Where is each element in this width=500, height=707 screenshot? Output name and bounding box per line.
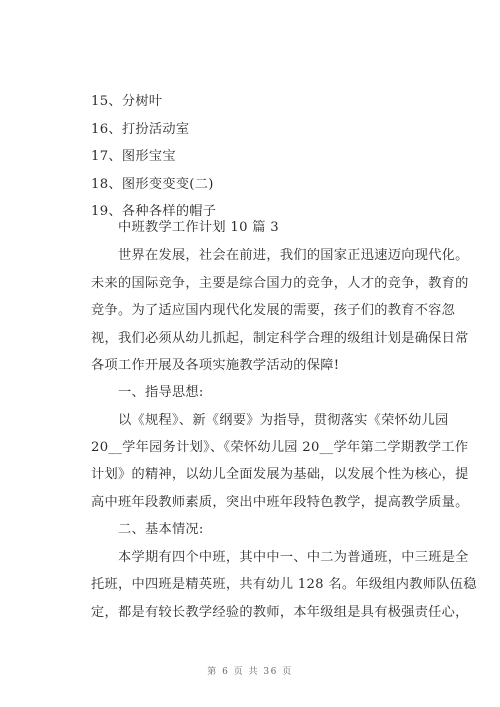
paragraph-line: 各项工作开展及各项实施教学活动的保障! [91, 358, 340, 373]
paragraph-line: 计划》的精神，以幼儿全面发展为基础，以发展个性为核心，提 [91, 467, 469, 482]
heading-guiding-thought: 一、指导思想: [118, 385, 204, 400]
paragraph-line: 世界在发展，社会在前进，我们的国家正迅速迈向现代化。 [118, 248, 469, 263]
paragraph-line: 未来的国际竞争，主要是综合国力的竞争，人才的竞争，教育的 [91, 276, 469, 291]
paragraph-line: 竞争。为了适应国内现代化发展的需要，孩子们的教育不容忽 [91, 303, 456, 318]
paragraph-line: 高中班年段教师素质，突出中班年段特色教学，提高教学质量。 [91, 495, 469, 510]
list-item: 19、各种各样的帽子 [91, 204, 217, 219]
list-item: 15、分树叶 [91, 94, 163, 109]
paragraph-line: 定，都是有较长教学经验的教师，本年级组是具有极强责任心， [91, 605, 469, 620]
list-item: 18、图形变变变(二) [91, 177, 214, 192]
paragraph-line: 托班，中四班是精英班，共有幼儿 128 名。年级组内教师队伍稳 [91, 577, 477, 592]
section-title: 中班教学工作计划 10 篇 3 [118, 220, 279, 235]
paragraph-line: 视，我们必须从幼儿抓起，制定科学合理的级组计划是确保日常 [91, 331, 469, 346]
paragraph-line: 20__学年园务计划》、《荣怀幼儿园 20__学年第二学期教学工作 [91, 440, 469, 455]
list-item: 16、打扮活动室 [91, 122, 190, 137]
paragraph-line: 以《规程》、新《纲要》为指导，贯彻落实《荣怀幼儿园 [118, 413, 449, 428]
list-item: 17、图形宝宝 [91, 149, 176, 164]
page-footer: 第 6 页 共 36 页 [207, 667, 293, 677]
heading-basic-situation: 二、基本情况: [118, 522, 204, 537]
paragraph-line: 本学期有四个中班，其中中一、中二为普通班，中三班是全 [118, 550, 469, 565]
